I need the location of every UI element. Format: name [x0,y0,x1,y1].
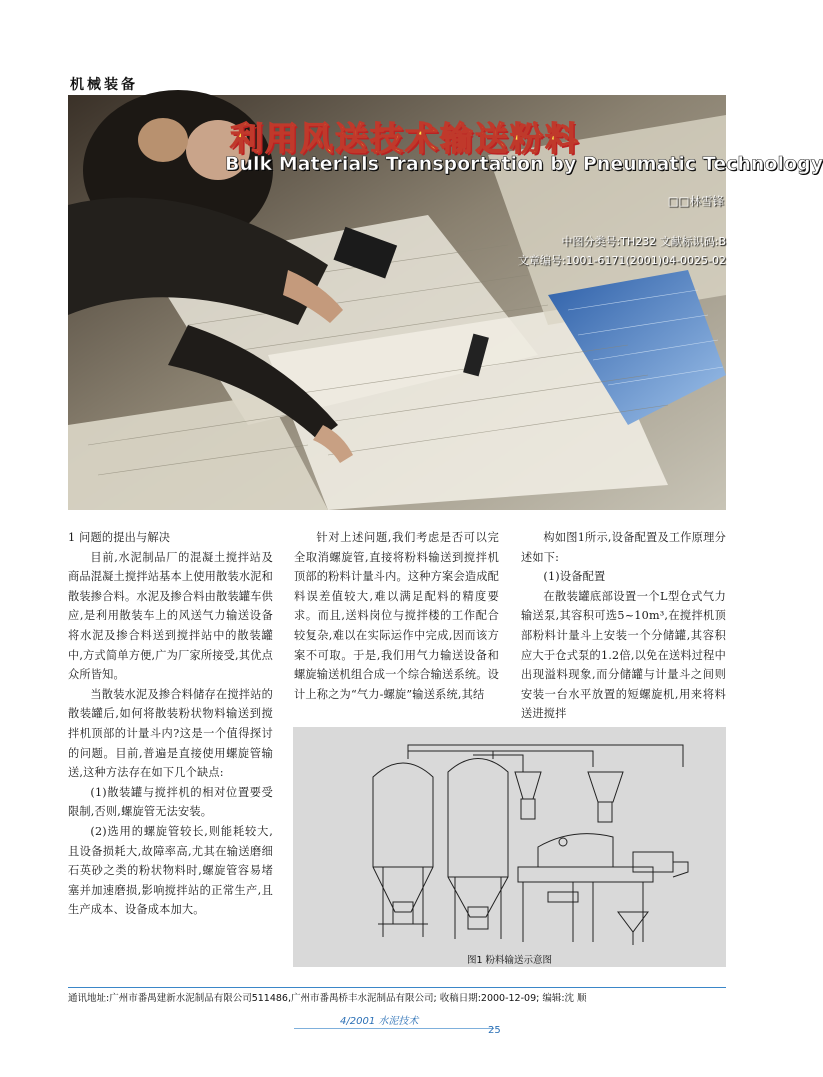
section-tag: 机械装备 [70,77,138,93]
footer-divider [68,987,726,988]
paragraph: 当散装水泥及掺合料储存在搅拌站的散装罐后,如何将散装粉状物料输送到搅拌机顶部的计量斗内?这是一个值得探讨的问题。目前,普遍是直接使用螺旋管输送,这种方法存在如下几个缺点: [68,687,273,780]
page-number: 25 [488,1025,501,1036]
paragraph: (1)散装罐与搅拌机的相对位置要受限制,否则,螺旋管无法安装。 [68,785,273,819]
hero-photo [68,95,823,510]
footer-note: 通讯地址:广州市番禺建新水泥制品有限公司511486,广州市番禺桥丰水泥制品有限公司; 收稿日期:2000-12-09; 编辑:沈 顺 [68,993,587,1004]
body-column-3 [521,528,726,724]
screw-conveyor [633,852,688,877]
author: □□林雪锋 [667,194,724,208]
storage-tanks [515,772,623,822]
article-title-cn: 利用风送技术输送粉料 [230,119,580,158]
paragraph: 针对上述问题,我们考虑是否可以完全取消螺旋管,直接将粉料输送到搅拌机顶部的粉料计量斗内。这种方案会造成配料误差值较大,难以满足配料的精度要求。而且,送料岗位与搅拌楼的工作配合较复杂,难以在实际运作中完成,因而该方案不可取。于是,我们用气力输送设备和螺旋输送机组合成一个综合输送系统。设计上称之为“气力-螺旋”输送系统,其结 [294,531,499,701]
journal-divider [294,1028,494,1029]
conveying-diagram [293,727,726,952]
paragraph: (2)选用的螺旋管较长,则能耗较大,且设备损耗大,故障率高,尤其在输送磨细石英砂之类的粉状物料时,螺旋管容易堵塞并加速磨损,影响搅拌站的正常生产,且生产成本、设备成本加大。 [68,824,273,917]
paragraph: 构如图1所示,设备配置及工作原理分述如下: [521,531,726,564]
paragraph: 目前,水泥制品厂的混凝土搅拌站及商品混凝土搅拌站基本上使用散装水泥和散装掺合料。水泥及掺合料由散装罐车供应,是利用散装车上的风送气力输送设备将水泥及掺合料送到搅拌站中的散装罐中,方式简单方便,广为厂家所接受,其优点众所皆知。 [68,550,273,682]
silo-left [373,763,433,937]
section-heading: 1 问题的提出与解决 [68,531,171,544]
subheading: (1)设备配置 [543,570,606,584]
article-title-en: Bulk Materials Transportation by Pneumatic Technology [225,153,823,175]
silo-right [448,759,508,940]
article-id: 文章编号:1001-6171(2001)04-0025-02 [517,254,726,267]
figure-1 [293,727,726,967]
journal-name: 4/2001 水泥技术 [340,1016,419,1027]
classification-code: 中图分类号:TH232 文献标识码:B [561,235,726,248]
body-column-2 [294,528,499,704]
mixer [518,834,653,942]
paragraph: 在散装罐底部设置一个L型仓式气力输送泵,其容积可选5~10m³,在搅拌机顶部粉料计量斗上安装一个分储罐,其容积应大于仓式泵的1.2倍,以免在送料过程中出现溢料现象,而分储罐与计量斗之间则安装一台水平放置的短螺旋机,用来将料送进搅拌 [521,589,726,721]
body-column-1 [68,528,273,920]
figure-caption: 图1 粉料输送示意图 [466,955,553,966]
